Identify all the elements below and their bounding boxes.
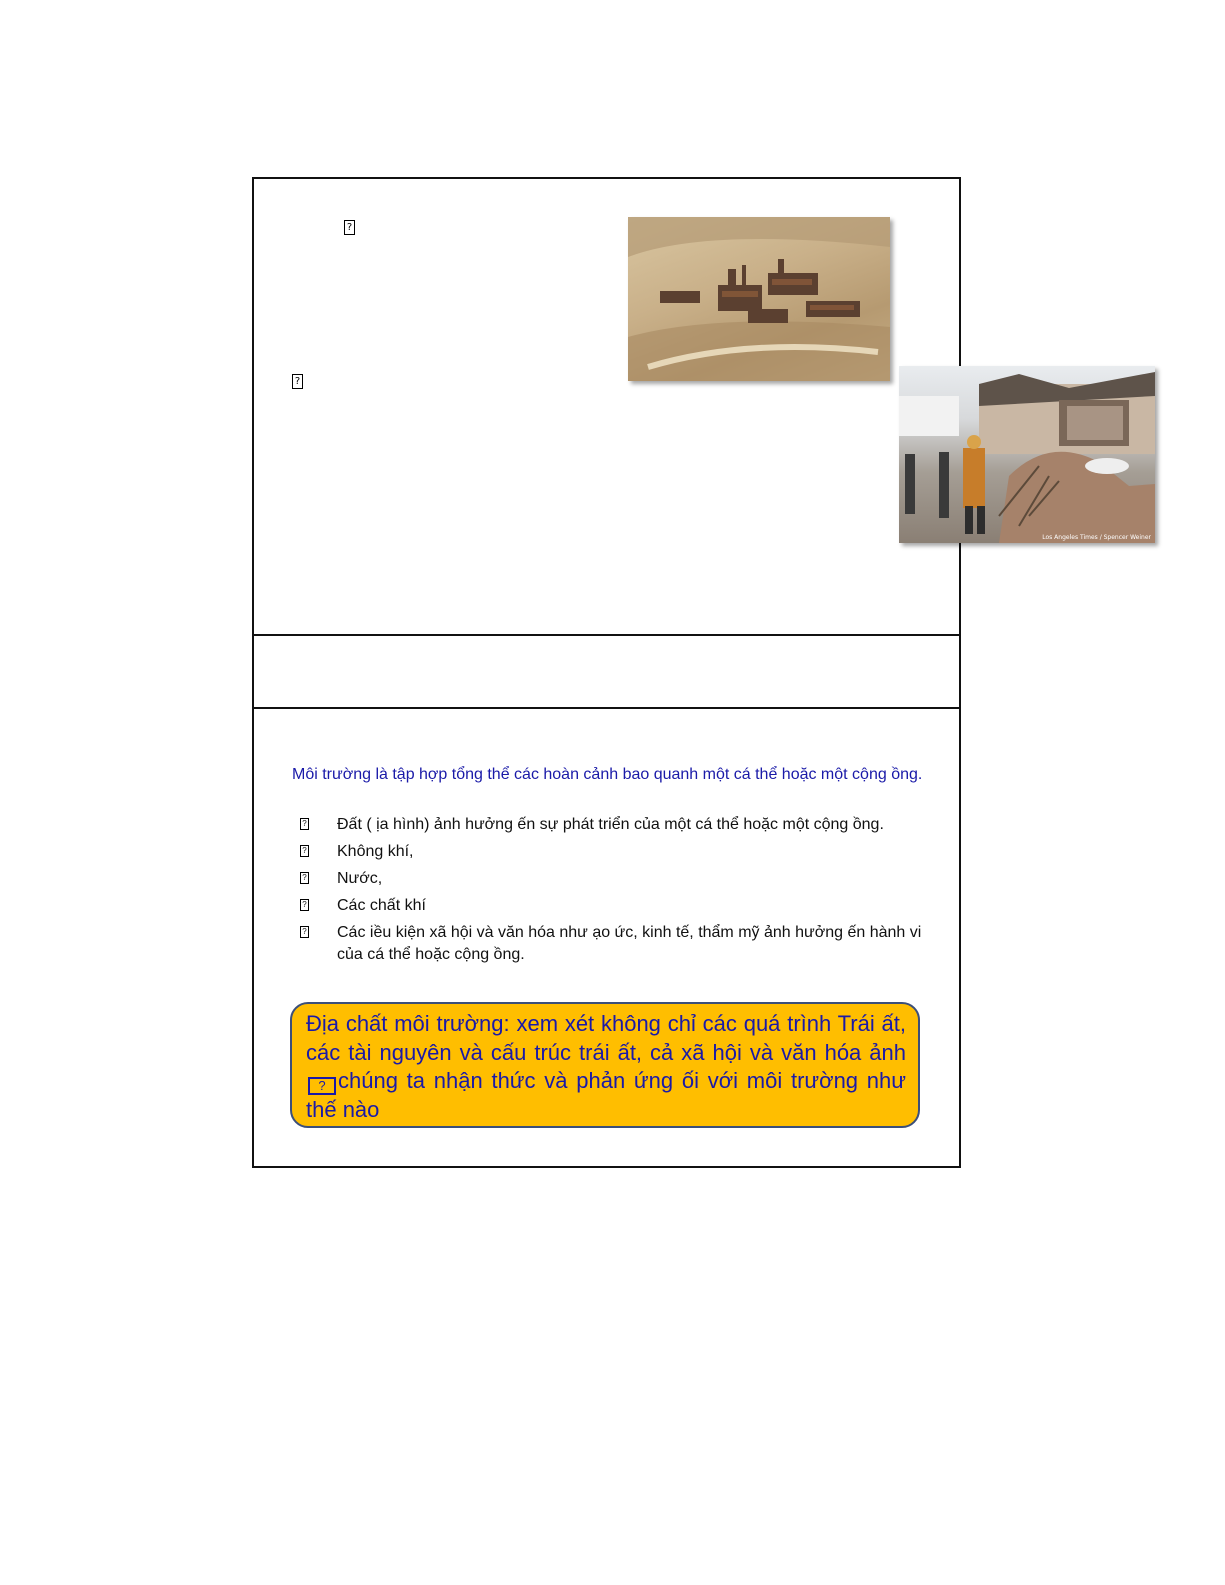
bullet-text: Nước, xyxy=(337,870,383,887)
bullet-glyph-icon: ? xyxy=(300,899,309,911)
list-item xyxy=(296,895,936,917)
bullet-glyph-icon: ? xyxy=(300,926,309,938)
list-item xyxy=(296,841,936,863)
list-item xyxy=(296,868,936,890)
bullet-glyph-icon: ? xyxy=(300,872,309,884)
photo-credit: Los Angeles Times / Spencer Weiner xyxy=(1042,534,1151,541)
earthquake-damage-photo xyxy=(899,366,1155,543)
bullet-glyph-icon: ? xyxy=(300,845,309,857)
bullet-text: Đất ( ịa hình) ảnh hưởng ến sự phát triển của một cá thể hoặc một cộng ồng. xyxy=(337,816,884,833)
bullet-text: Không khí, xyxy=(337,843,414,860)
environment-definition: Môi trường là tập hợp tổng thể các hoàn cảnh bao quanh một cá thể hoặc một cộng ồng. xyxy=(292,766,923,783)
slide-2-frame xyxy=(252,634,961,709)
list-item xyxy=(296,922,936,966)
earthquake-damage-illustration xyxy=(899,366,1155,543)
desert-ships-illustration xyxy=(628,217,890,381)
bullet-text: Các chất khí xyxy=(337,897,426,914)
bullet-glyph-icon: ? xyxy=(300,818,309,830)
list-item xyxy=(296,814,936,836)
missing-glyph-icon: ? xyxy=(308,1077,336,1095)
missing-glyph-icon: ? xyxy=(344,220,355,235)
callout-text-part-1: Địa chất môi trường: xem xét không chỉ các quá trình Trái ất, các tài nguyên và cấu trúc trái ất, cả xã hội và văn hóa ảnh xyxy=(306,1011,906,1065)
callout-text-part-2: chúng ta nhận thức và phản ứng ối với môi trường như thế nào xyxy=(306,1068,906,1122)
missing-glyph-icon: ? xyxy=(292,374,303,389)
bullet-text: Các iều kiện xã hội và văn hóa như ạo ức, kinh tế, thẩm mỹ ảnh hưởng ến hành vi của cá thể hoặc cộng ồng. xyxy=(337,924,922,963)
environmental-geology-callout xyxy=(290,1002,920,1128)
desert-ships-photo xyxy=(628,217,890,381)
environment-factors-list xyxy=(296,814,936,971)
